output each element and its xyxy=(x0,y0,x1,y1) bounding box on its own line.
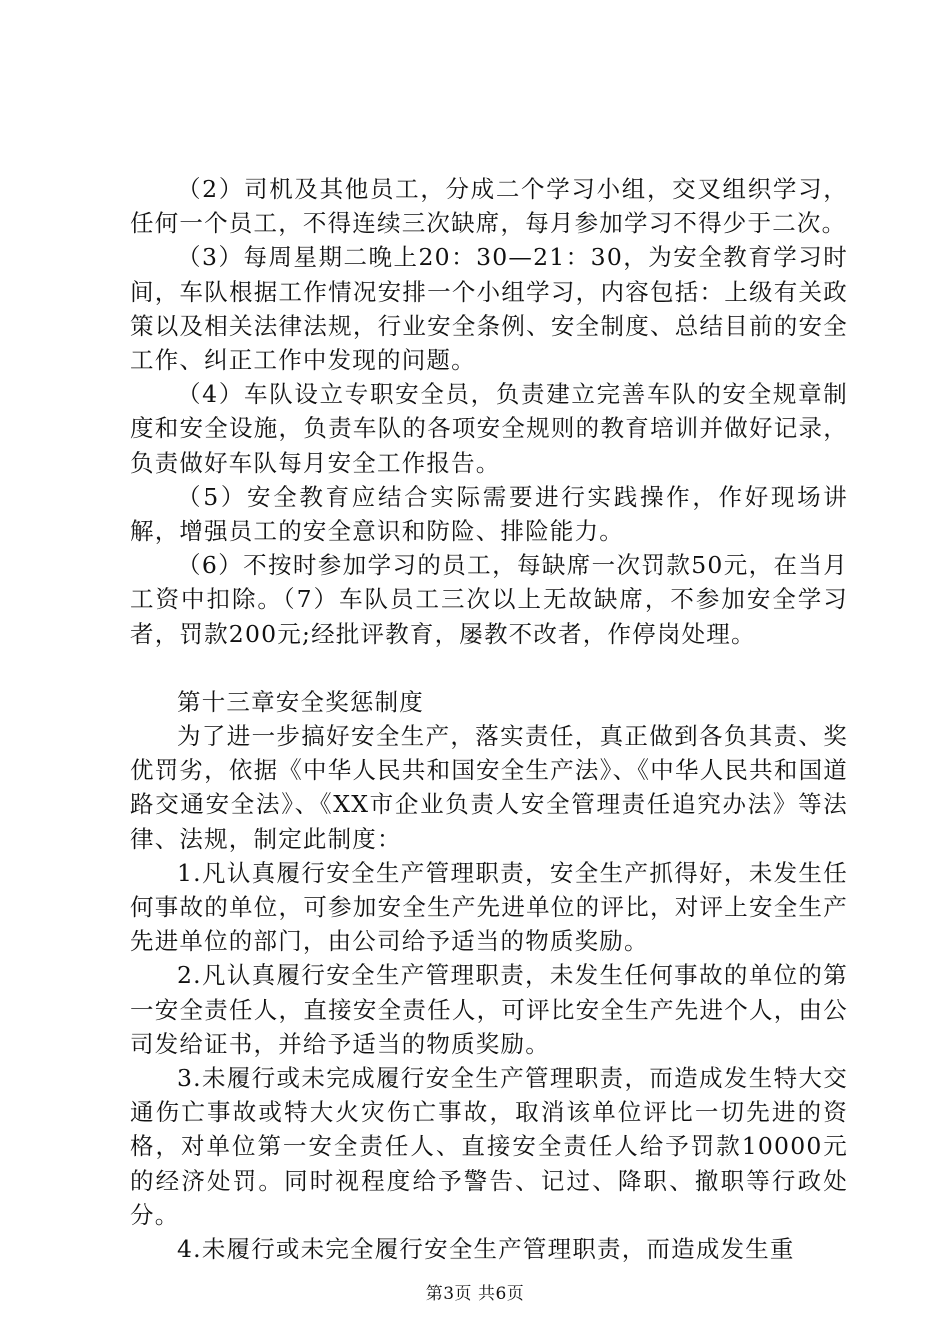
paragraph-rule-2: 2.凡认真履行安全生产管理职责，未发生任何事故的单位的第一安全责任人，直接安全责任人，可评比安全生产先进个人，由公司发给证书，并给予适当的物质奖励。 xyxy=(130,961,848,1058)
paragraph-penalties: （6）不按时参加学习的员工，每缺席一次罚款50元，在当月工资中扣除。（7）车队员工三次以上无故缺席，不参加安全学习者，罚款200元;经批评教育，屡教不改者，作停岗处理。 xyxy=(130,551,848,648)
paragraph-practice: （5）安全教育应结合实际需要进行实践操作，作好现场讲解，增强员工的安全意识和防险、排险能力。 xyxy=(130,482,848,546)
paragraph-chapter-intro: 为了进一步搞好安全生产，落实责任，真正做到各负其责、奖优罚劣，依据《中华人民共和国安全生产法》、《中华人民共和国道路交通安全法》、《XX市企业负责人安全管理责任追究办法》等法律、法规，制定此制度： xyxy=(130,722,848,853)
page-footer: 第3页 共6页 xyxy=(425,1284,525,1304)
paragraph-rule-3: 3.未履行或未完成履行安全生产管理职责，而造成发生特大交通伤亡事故或特大火灾伤亡事故，取消该单位评比一切先进的资格，对单位第一安全责任人、直接安全责任人给予罚款10000元的经济处罚。同时视程度给予警告、记过、降职、撤职等行政处分。 xyxy=(130,1064,848,1229)
document-body xyxy=(130,172,848,1266)
paragraph-study-time: （3）每周星期二晚上20：30—21：30，为安全教育学习时间，车队根据工作情况安排一个小组学习，内容包括：上级有关政策以及相关法律法规，行业安全条例、安全制度、总结目前的安全工作、纠正工作中发现的问题。 xyxy=(130,243,848,375)
paragraph-rule-1: 1.凡认真履行安全生产管理职责，安全生产抓得好，未发生任何事故的单位，可参加安全生产先进单位的评比，对评上安全生产先进单位的部门，由公司给予适当的物质奖励。 xyxy=(130,858,848,956)
paragraph-study-groups: （2）司机及其他员工，分成二个学习小组，交叉组织学习，任何一个员工，不得连续三次缺席，每月参加学习不得少于二次。 xyxy=(130,175,848,238)
paragraph-safety-officer: （4）车队设立专职安全员，负责建立完善车队的安全规章制度和安全设施，负责车队的各项安全规则的教育培训并做好记录，负责做好车队每月安全工作报告。 xyxy=(130,380,848,477)
chapter-heading: 第十三章安全奖惩制度 xyxy=(177,687,424,716)
paragraph-rule-4: 4.未履行或未完全履行安全生产管理职责，而造成发生重 xyxy=(177,1235,795,1264)
